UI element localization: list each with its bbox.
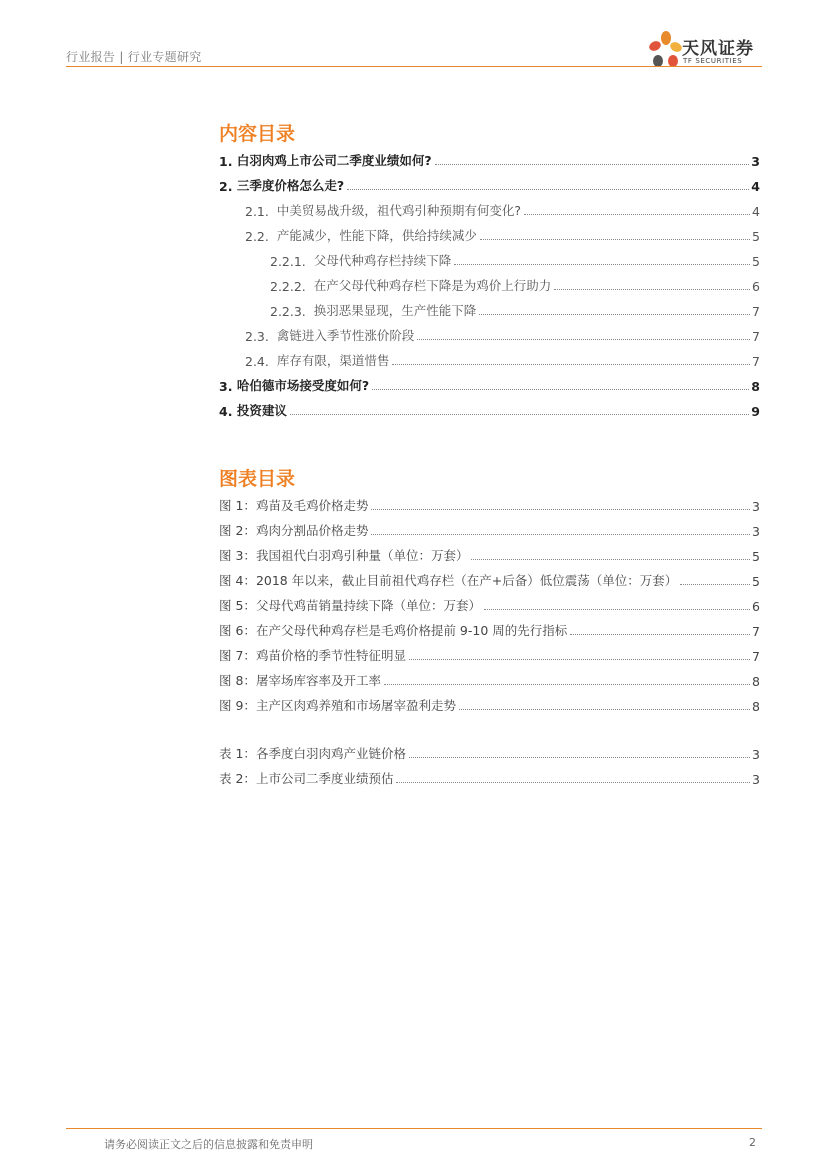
figure-item-number: 图 2： (219, 523, 256, 538)
toc-item[interactable] (270, 251, 760, 269)
figure-item-label: 鸡苗价格的季节性特征明显 (255, 648, 406, 663)
leader-dots (396, 782, 750, 783)
figure-item-page: 3 (752, 524, 760, 539)
toc-item-page: 8 (751, 379, 760, 394)
toc-item-label: 哈伯德市场接受度如何? (236, 378, 370, 393)
table-item[interactable] (219, 769, 760, 787)
footer-divider (66, 1128, 762, 1129)
leader-dots (471, 559, 750, 560)
leader-dots (554, 289, 750, 290)
figure-item-page: 3 (752, 499, 760, 514)
toc-item-label: 投资建议 (236, 403, 287, 418)
toc-item[interactable] (219, 176, 760, 194)
toc-item[interactable] (245, 326, 760, 344)
leader-dots (347, 189, 749, 190)
leader-dots (480, 239, 750, 240)
leader-dots (454, 264, 750, 265)
figure-item-label: 我国祖代白羽鸡引种量（单位：万套） (255, 548, 469, 563)
toc-item[interactable] (245, 226, 760, 244)
toc-item[interactable] (270, 276, 760, 294)
figure-item[interactable] (219, 571, 760, 589)
toc-item-number: 1. (219, 154, 233, 169)
footer-disclaimer: 请务必阅读正文之后的信息披露和免责申明 (104, 1138, 313, 1151)
figure-item-label: 2018 年以来，截止目前祖代鸡存栏（在产+后备）低位震荡（单位：万套） (255, 573, 678, 588)
toc-item-number: 2.2.2. (270, 279, 306, 294)
leader-dots (479, 314, 750, 315)
toc-title: 内容目录 (219, 123, 296, 145)
toc-item-number: 2.1. (245, 204, 269, 219)
figure-item[interactable] (219, 596, 760, 614)
figure-item-number: 图 7： (219, 648, 256, 663)
figures-title: 图表目录 (219, 468, 296, 490)
figure-item-page: 5 (752, 549, 760, 564)
leader-dots (371, 509, 750, 510)
leader-dots (570, 634, 750, 635)
toc-item-label: 三季度价格怎么走? (236, 178, 345, 193)
table-item-page: 3 (752, 772, 760, 787)
toc-item-label: 在产父母代种鸡存栏下降是为鸡价上行助力 (313, 278, 552, 293)
toc-item-number: 3. (219, 379, 233, 394)
toc-item-number: 4. (219, 404, 233, 419)
figure-item-number: 图 8： (219, 673, 256, 688)
toc-item-label: 禽链进入季节性涨价阶段 (276, 328, 415, 343)
table-item-number: 表 1： (219, 746, 256, 761)
toc-item-number: 2.2.3. (270, 304, 306, 319)
leader-dots (459, 709, 750, 710)
figure-item[interactable] (219, 671, 760, 689)
leader-dots (392, 364, 750, 365)
toc-item[interactable] (245, 351, 760, 369)
figure-item-page: 7 (752, 624, 760, 639)
toc-item-page: 5 (752, 229, 760, 244)
toc-item[interactable] (219, 151, 760, 169)
figure-item[interactable] (219, 696, 760, 714)
leader-dots (409, 659, 750, 660)
table-item-page: 3 (752, 747, 760, 762)
toc-item-label: 中美贸易战升级，祖代鸡引种预期有何变化? (276, 203, 521, 218)
figure-item-number: 图 9： (219, 698, 256, 713)
figure-item-page: 8 (752, 674, 760, 689)
leader-dots (290, 414, 749, 415)
figure-item-number: 图 5： (219, 598, 256, 613)
toc-item-page: 4 (752, 204, 760, 219)
toc-item-page: 4 (751, 179, 760, 194)
toc-item-label: 父母代种鸡存栏持续下降 (313, 253, 452, 268)
toc-item-page: 3 (751, 154, 760, 169)
figure-item-label: 屠宰场库容率及开工率 (255, 673, 381, 688)
figure-item[interactable] (219, 496, 760, 514)
page-number: 2 (749, 1136, 756, 1149)
leader-dots (417, 339, 750, 340)
figure-item-label: 鸡肉分割品价格走势 (255, 523, 369, 538)
leader-dots (409, 757, 750, 758)
toc-item[interactable] (270, 301, 760, 319)
toc-item-number: 2.2.1. (270, 254, 306, 269)
toc-item[interactable] (219, 401, 760, 419)
leader-dots (435, 164, 750, 165)
figure-item-page: 7 (752, 649, 760, 664)
figure-item[interactable] (219, 621, 760, 639)
toc-item-label: 库存有限，渠道惜售 (276, 353, 390, 368)
figure-item-number: 图 3： (219, 548, 256, 563)
table-item[interactable] (219, 744, 760, 762)
figure-item-page: 8 (752, 699, 760, 714)
toc-item-page: 6 (752, 279, 760, 294)
figure-item-number: 图 4： (219, 573, 256, 588)
toc-item-number: 2.2. (245, 229, 269, 244)
toc-item-page: 7 (752, 304, 760, 319)
logo-name-cn: 天风证券 (682, 39, 754, 59)
toc-item[interactable] (245, 201, 760, 219)
table-item-label: 上市公司二季度业绩预估 (255, 771, 394, 786)
toc-item-page: 7 (752, 329, 760, 344)
toc-item-page: 5 (752, 254, 760, 269)
toc-item-page: 7 (752, 354, 760, 369)
toc-item-label: 换羽恶果显现，生产性能下降 (313, 303, 477, 318)
leader-dots (384, 684, 750, 685)
table-item-number: 表 2： (219, 771, 256, 786)
figure-item-label: 主产区肉鸡养殖和市场屠宰盈利走势 (255, 698, 456, 713)
toc-item-number: 2.4. (245, 354, 269, 369)
leader-dots (484, 609, 750, 610)
figure-item[interactable] (219, 646, 760, 664)
leader-dots (371, 534, 750, 535)
figure-item[interactable] (219, 521, 760, 539)
header-breadcrumb: 行业报告 | 行业专题研究 (66, 50, 202, 64)
figure-item-number: 图 1： (219, 498, 256, 513)
toc-item-page: 9 (751, 404, 760, 419)
leader-dots (372, 389, 749, 390)
toc-item-label: 产能减少，性能下降，供给持续减少 (276, 228, 477, 243)
figure-item-number: 图 6： (219, 623, 256, 638)
toc-item[interactable] (219, 376, 760, 394)
toc-item-number: 2.3. (245, 329, 269, 344)
toc-item-number: 2. (219, 179, 233, 194)
figure-item[interactable] (219, 546, 760, 564)
header-divider (66, 66, 762, 67)
figure-item-label: 鸡苗及毛鸡价格走势 (255, 498, 369, 513)
figure-item-page: 5 (752, 574, 760, 589)
figure-item-page: 6 (752, 599, 760, 614)
toc-item-label: 白羽肉鸡上市公司二季度业绩如何? (236, 153, 432, 168)
leader-dots (524, 214, 750, 215)
figure-item-label: 父母代鸡苗销量持续下降（单位：万套） (255, 598, 481, 613)
logo-name-en: TF SECURITIES (683, 57, 743, 65)
figure-item-label: 在产父母代种鸡存栏是毛鸡价格提前 9-10 周的先行指标 (255, 623, 568, 638)
table-item-label: 各季度白羽肉鸡产业链价格 (255, 746, 406, 761)
leader-dots (680, 584, 750, 585)
